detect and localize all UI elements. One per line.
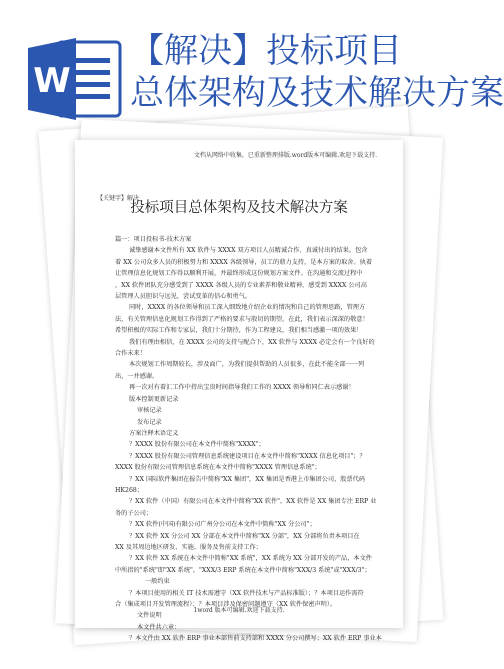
page-footer-note: 1word 版本可编辑.欢迎下载支持. xyxy=(193,606,285,614)
document-page xyxy=(75,140,403,643)
heading-line: 文件说明 xyxy=(137,612,162,620)
paragraph-line: 层管理人员胆识与远见，尝试变革的信心和勇气。 xyxy=(115,293,252,301)
heading-line: 一般约束 xyxy=(145,578,170,586)
paragraph-line: 希望积极的实际工作和专家层，我们十分期待，作为工程建议，我们相当感激一项的效果！ xyxy=(115,327,363,335)
page-header-note: 文档从网络中收集，已重新整理排版.word版本可编辑.欢迎下载支持. xyxy=(193,152,377,159)
paragraph-line: 合作未来！ xyxy=(115,350,146,358)
definition-line: ？XX 国际软件集团在报告中简称"XX 集团"，XX 集团是香港上市集团公司，股票代码 xyxy=(129,475,366,483)
section-heading: 篇一：项目投标书-技术方案 xyxy=(115,236,192,243)
definition-line: 务的子公司； xyxy=(115,509,153,517)
keyword-tag: 【关键字】解决 xyxy=(97,195,140,202)
definition-line: ？XX 软件 XX 分公司 XX 分部在本文件中简称"XX 分部"，XX 分部将负责本项目在 xyxy=(129,532,360,540)
paragraph-line: 我们有理由相信，在 XXXX 公司的支持与配合下，XX 软件与 XXXX 必定会有一个良好的 xyxy=(129,338,375,346)
heading-line: 方案注释术语定义 xyxy=(129,429,179,437)
paragraph-line: 本文件共六章： xyxy=(137,623,181,631)
word-icon-letter: W xyxy=(33,61,71,101)
definition-line: ？XX 软件 XX 系统在本文件中简称"XX 系统"，XX 系统为 XX 分部开发的产品，本文件 xyxy=(129,555,372,563)
definition-line: XXXX 股份有限公司管理信息系统在本文件中简称"XXXX 管理信息系统"； xyxy=(115,464,321,472)
paragraph-line: 法，有关管理信息化规划工作得到了严格的要求与殷切的期望，在此，我们表示深深的敬意！ xyxy=(115,315,369,323)
word-document-icon xyxy=(28,36,126,122)
heading-line: 审核记录 xyxy=(137,407,162,415)
paragraph-line: 让管理信息化规划工作得以顺利开展，并最终形成这份规划方案文件。在沟通和交流过程中 xyxy=(115,270,363,278)
paragraph-line: 再一次对有着汇工作中持出宝贵时间指导我们工作的 XXXX 领导和同仁表示感谢！ xyxy=(129,384,355,392)
title-line-1: 【解决】投标项目 xyxy=(130,31,402,71)
definition-line: ？XXXX 股份有限公司管理信息系统建设项目在本文件中简称"XXXX 信息化项目"；？ xyxy=(129,452,366,460)
paragraph-line: 出，一并感谢。 xyxy=(115,372,159,380)
heading-line: 版本控制更新记录 xyxy=(129,395,179,403)
document-title: 投标项目总体架构及技术解决方案 xyxy=(130,200,348,216)
definition-line: HK268； xyxy=(115,486,144,494)
paragraph-line: 同时，XXXX 的各位领导和员工深入细致地介绍企业的情况和自己的管理思路，管理方 xyxy=(129,304,366,312)
definition-line: 中所指的"系统"即"XX 系统"，"XXX/3 ERP 系统在本文件中简称"XXX/3 系统"或"XXX/3"； xyxy=(115,566,371,574)
paragraph-line: ？本文件由 XX 软件 ERP 事业本部售前支持部和 XXXX 分公司撰写；XX 软件 ERP 事业本 xyxy=(129,635,382,643)
document-body xyxy=(115,234,382,645)
page-title xyxy=(130,30,504,114)
paragraph-line: ，XX 软件团队充分感受到了 XXXX 各级人员的专业素养和敬业精神，感受到 XXXX 公司高 xyxy=(115,281,367,289)
definition-line: XX 及其周边地区研发、实施、服务及售前支持工作； xyxy=(115,543,262,551)
paragraph-line: ？本项目使用的相关 IT 技术需遵守（XX 软件技术与产品标准版）；？本项目运作需符 xyxy=(129,589,364,597)
definition-line: ？XX 软件(中国)有限公司广州分公司在本文件中简称"XX 分公司"； xyxy=(129,521,316,529)
paragraph-line: 本次规划工作周期较长，涉及面广，为我们提供帮助的人员很多，在此不能全部一一列 xyxy=(129,361,365,369)
title-line-2: 总体架构及技术解决方案 xyxy=(130,73,504,113)
paragraph-line: 着 XX 公司众多人员的积极努力和 XXXX 各级领导，员工的鼎力支持，是本方案的取舍。执着 xyxy=(115,258,373,266)
heading-line: 发布记录 xyxy=(137,418,162,426)
paragraph-line: 诚挚感谢本文件所有 XX 软件与 XXXX 双方项目人员精诚合作、真诚付出的结果。包含 xyxy=(129,247,368,255)
definition-line: ？XXXX 股份有限公司在本文件中简称"XXXX"； xyxy=(129,441,265,449)
paragraph-line: 合（集成项目开发管理流程）；？本项目涉及保密问题遵守（XX 软件保密声明）。 xyxy=(115,601,337,608)
definition-line: ？XX 软件（中国）有限公司在本文件中简称"XX 软件"，XX 软件是 XX 集团专注 ERP 业 xyxy=(129,498,377,506)
